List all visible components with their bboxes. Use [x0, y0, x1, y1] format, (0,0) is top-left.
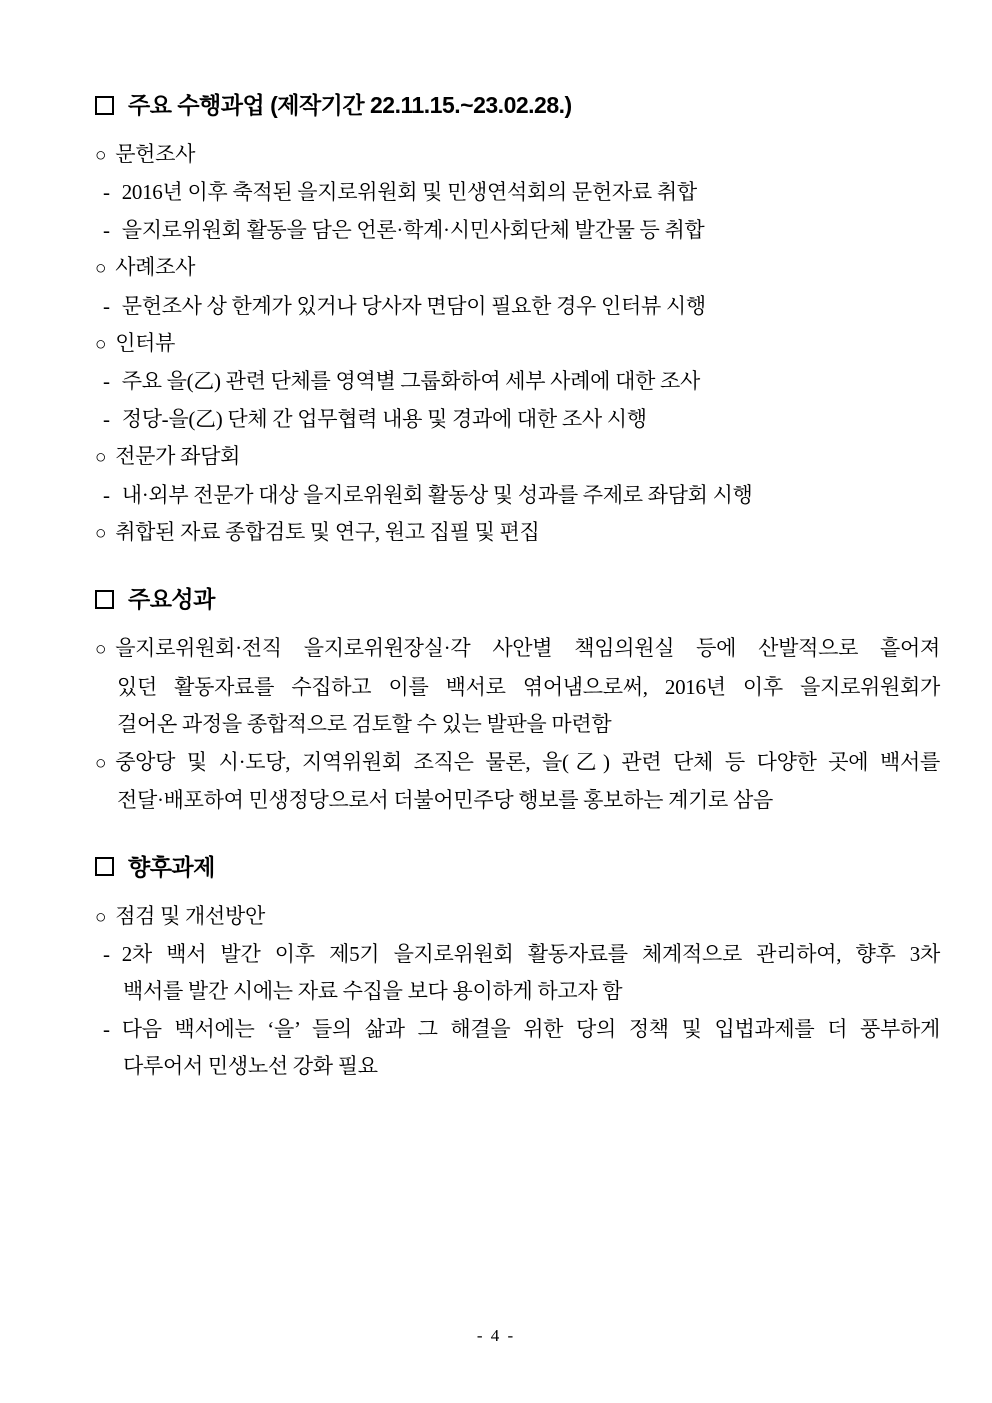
- list-subitem: [95, 936, 940, 973]
- list-item-continuation: [95, 782, 940, 819]
- section-heading: [95, 90, 940, 120]
- section-heading: [95, 584, 940, 614]
- section-heading-text: 주요 수행과업 (제작기간 22.11.15.~23.02.28.): [128, 92, 572, 118]
- list-item: [95, 438, 940, 476]
- document-content: [95, 90, 940, 1086]
- list-subitem: [95, 174, 940, 211]
- circle-bullet-icon: ○: [95, 145, 107, 166]
- list-item-text: 문헌조사: [115, 142, 196, 166]
- list-item: [95, 249, 940, 287]
- section-heading: [95, 852, 940, 882]
- list-subitem: [95, 212, 940, 249]
- list-item-continuation: [95, 669, 940, 706]
- list-item: [95, 744, 940, 782]
- dash-bullet-icon: -: [103, 941, 110, 966]
- list-item: [95, 514, 940, 552]
- list-item-text: 다루어서 민생노선 강화 필요: [123, 1054, 378, 1079]
- list-item: [95, 898, 940, 936]
- circle-bullet-icon: ○: [95, 334, 107, 356]
- list-item-text: 전달·배포하여 민생정당으로서 더불어민주당 행보를 홍보하는 계기로 삼음: [117, 788, 773, 813]
- list-subitem: [95, 1011, 940, 1048]
- list-item-continuation: [95, 973, 940, 1010]
- circle-bullet-icon: ○: [95, 752, 107, 774]
- list-subitem: [95, 401, 940, 438]
- dash-bullet-icon: -: [103, 482, 110, 507]
- list-item-text: 2차 백서 발간 이후 제5기 을지로위원회 활동자료를 체계적으로 관리하여, 향후 3차: [121, 941, 940, 966]
- list-item: [95, 325, 940, 363]
- list-item-text: 인터뷰: [115, 331, 176, 356]
- section-key-achievements: [95, 584, 940, 819]
- list-item-text: 을지로위원회 활동을 담은 언론·학계·시민사회단체 발간물 등 취합: [121, 217, 705, 242]
- list-item: [95, 136, 940, 174]
- list-item-text: 점검 및 개선방안: [115, 903, 265, 928]
- circle-bullet-icon: ○: [95, 447, 107, 469]
- list-item-text: 있던 활동자료를 수집하고 이를 백서로 엮어냄으로써, 2016년 이후 을지로위원회가: [117, 674, 940, 699]
- list-item-text: 전문가 좌담회: [115, 444, 241, 469]
- list-item-text: 주요 을(乙) 관련 단체를 영역별 그룹화하여 세부 사례에 대한 조사: [121, 369, 700, 394]
- dash-bullet-icon: -: [103, 406, 110, 431]
- list-item-continuation: [95, 1048, 940, 1085]
- circle-bullet-icon: ○: [95, 906, 107, 928]
- list-item-text: 을지로위원회·전직 을지로위원장실·각 사안별 책임의원실 등에 산발적으로 흩어져: [115, 636, 940, 661]
- list-item-text: 정당-을(乙) 단체 간 업무협력 내용 및 경과에 대한 조사 시행: [121, 406, 647, 431]
- list-item-text: 걸어온 과정을 종합적으로 검토할 수 있는 발판을 마련함: [117, 712, 612, 737]
- dash-bullet-icon: -: [103, 1016, 110, 1041]
- dash-bullet-icon: -: [103, 180, 110, 205]
- list-item-text: 다음 백서에는 ‘을’ 들의 삶과 그 해결을 위한 당의 정책 및 입법과제를 더 풍부하게: [121, 1016, 940, 1041]
- circle-bullet-icon: ○: [95, 258, 107, 280]
- list-item: [95, 630, 940, 668]
- list-subitem: [95, 477, 940, 514]
- list-subitem: [95, 363, 940, 400]
- list-item-text: 백서를 발간 시에는 자료 수집을 보다 용이하게 하고자 함: [123, 979, 623, 1004]
- square-bullet-icon: [95, 590, 114, 609]
- list-item-text: 2016년 이후 축적된 을지로위원회 및 민생연석회의 문헌자료 취합: [121, 180, 697, 205]
- square-bullet-icon: [95, 857, 114, 876]
- list-item-continuation: [95, 706, 940, 743]
- list-item-text: 내·외부 전문가 대상 을지로위원회 활동상 및 성과를 주제로 좌담회 시행: [121, 482, 753, 507]
- list-item-text: 문헌조사 상 한계가 있거나 당사자 면담이 필요한 경우 인터뷰 시행: [121, 293, 706, 318]
- square-bullet-icon: [95, 96, 114, 115]
- list-subitem: [95, 288, 940, 325]
- section-heading-text: 주요성과: [128, 586, 215, 613]
- circle-bullet-icon: ○: [95, 523, 107, 545]
- section-heading-text: 향후과제: [128, 853, 215, 880]
- section-main-tasks: [95, 90, 940, 552]
- circle-bullet-icon: ○: [95, 639, 107, 661]
- dash-bullet-icon: -: [103, 369, 110, 394]
- dash-bullet-icon: -: [103, 217, 110, 242]
- section-future-tasks: [95, 852, 940, 1086]
- list-item-text: 중앙당 및 시·도당, 지역위원회 조직은 물론, 을(乙) 관련 단체 등 다양한 곳에 백서를: [115, 749, 940, 774]
- list-item-text: 사례조사: [115, 255, 196, 280]
- dash-bullet-icon: -: [103, 293, 110, 318]
- list-item-text: 취합된 자료 종합검토 및 연구, 원고 집필 및 편집: [115, 520, 540, 545]
- page-number: - 4 -: [476, 1326, 516, 1345]
